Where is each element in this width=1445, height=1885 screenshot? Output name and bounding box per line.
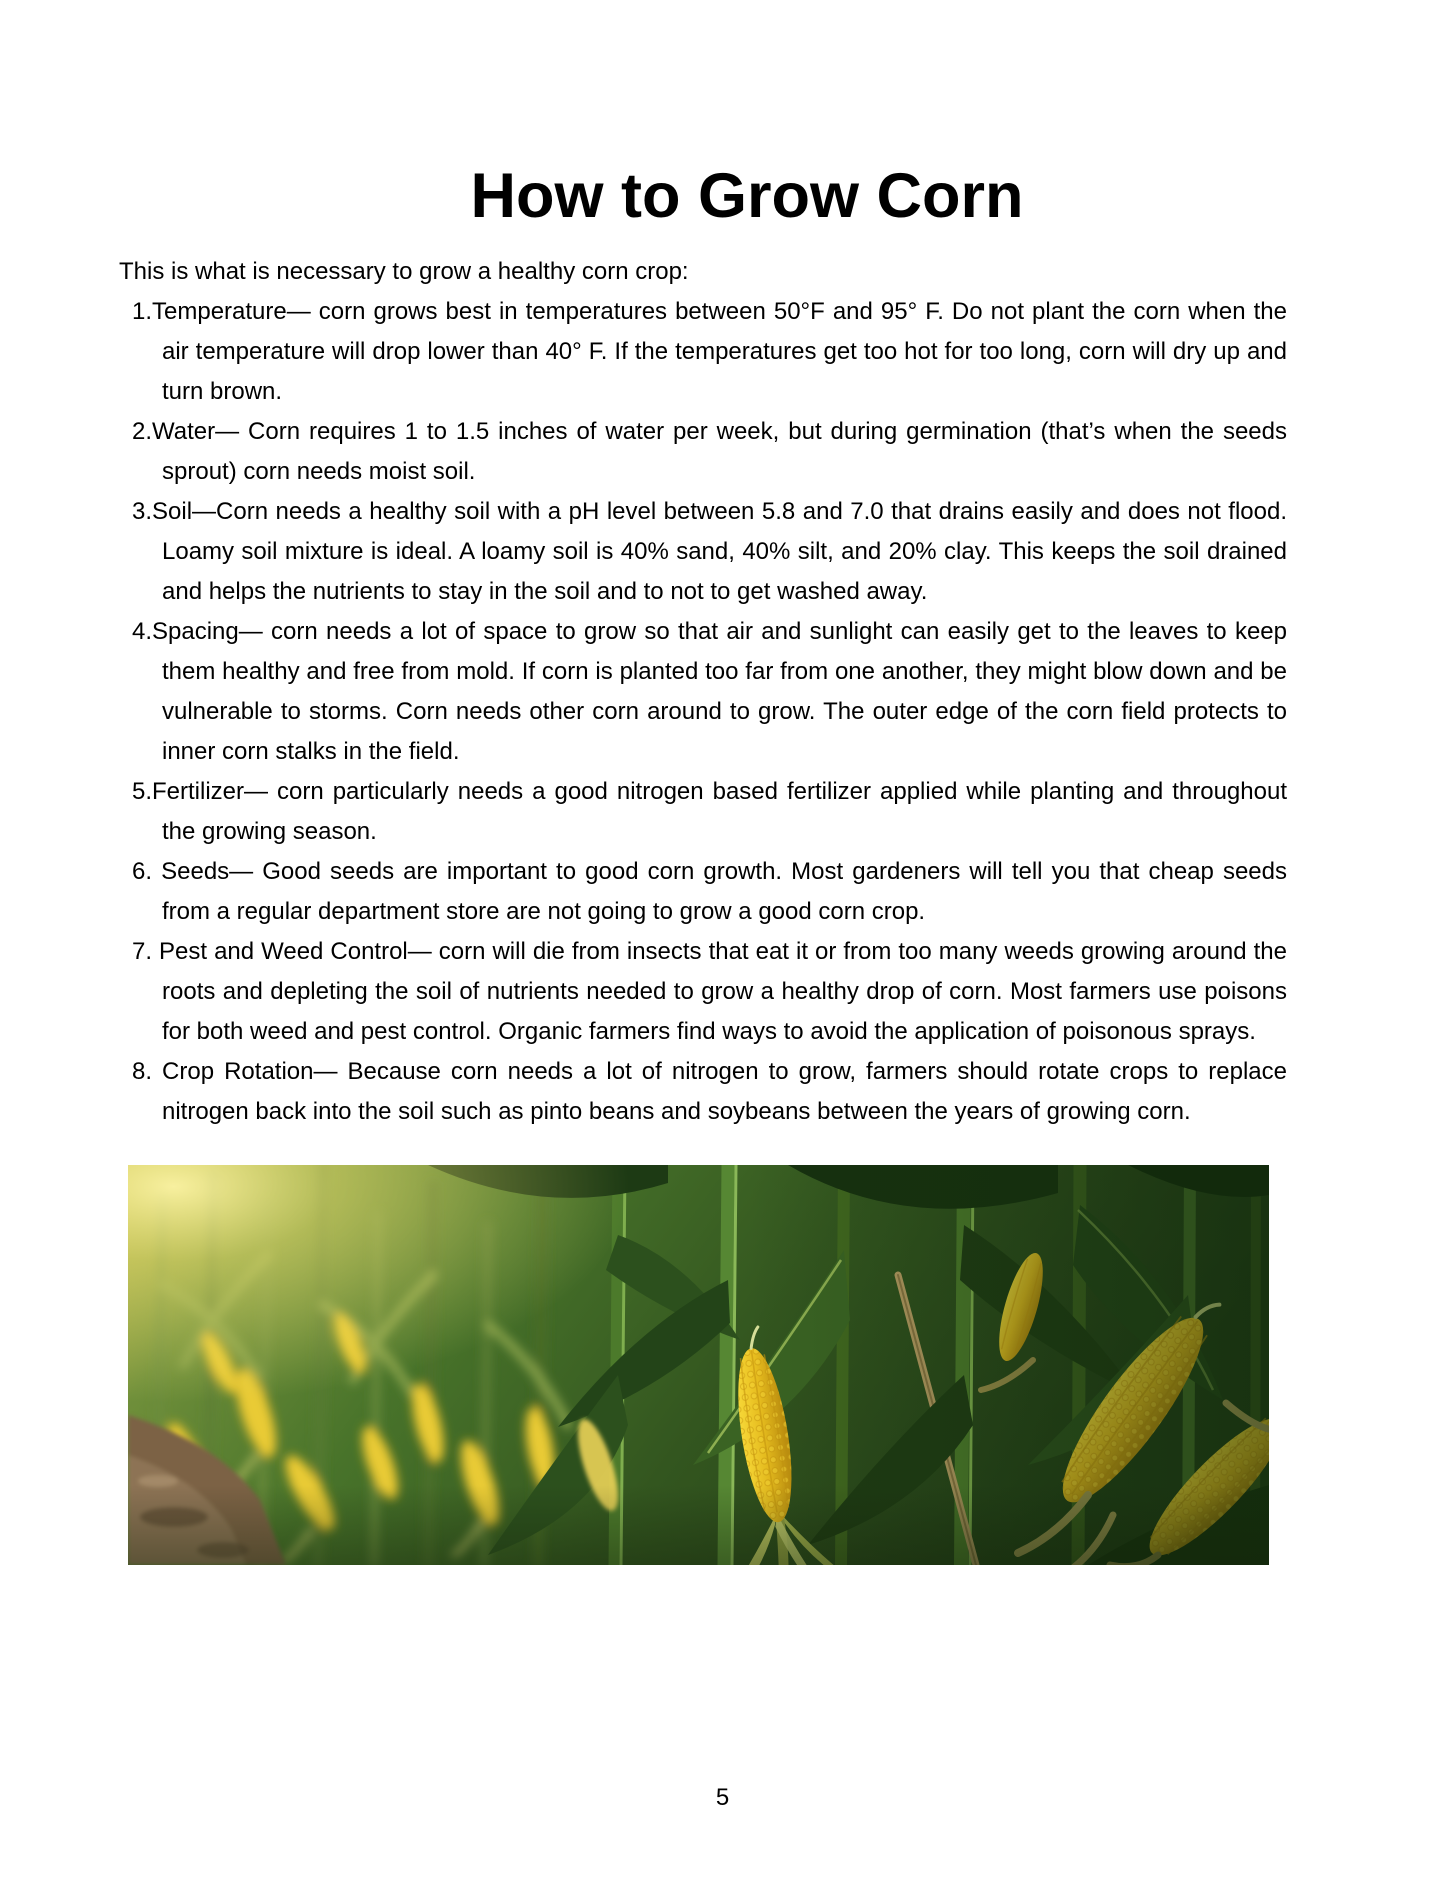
list-item-number: 6. [132, 858, 162, 885]
list-item [119, 612, 1287, 772]
list-item-text: Spacing— corn needs a lot of space to grow so that air and sunlight can easily get to the leaves to keep them healthy and free from mold. If corn is planted too far from one another, they might blow down and be vulnerable to storms. Corn needs other corn around to grow. The outer edge of the corn field protects to inner corn stalks in the field. [152, 618, 1287, 765]
list-item-number: 1. [132, 298, 153, 325]
list-item [119, 1052, 1287, 1132]
list-item-text: Fertilizer— corn particularly needs a good nitrogen based fertilizer applied while planting and throughout the growing season. [152, 778, 1287, 845]
list-item [119, 412, 1287, 492]
list-item-text: Crop Rotation— Because corn needs a lot of nitrogen to grow, farmers should rotate crops to replace nitrogen back into the soil such as pinto beans and soybeans between the years of growing corn. [162, 1058, 1287, 1125]
list-item-text: Pest and Weed Control— corn will die from insects that eat it or from too many weeds growing around the roots and depleting the soil of nutrients needed to grow a healthy drop of corn. Most farmers use poisons for both weed and pest control. Organic farmers find ways to avoid the application of poisonous sprays. [159, 938, 1287, 1045]
list-item-text: Soil—Corn needs a healthy soil with a pH level between 5.8 and 7.0 that drains easily and does not flood. Loamy soil mixture is ideal. A loamy soil is 40% sand, 40% silt, and 20% clay. This keeps the soil drained and helps the nutrients to stay in the soil and to not to get washed away. [152, 498, 1287, 605]
page-number: 5 [715, 1784, 730, 1811]
list-item-number: 5. [132, 778, 153, 805]
numbered-list [119, 292, 1287, 1132]
list-item [119, 492, 1287, 612]
list-item-text: Water— Corn requires 1 to 1.5 inches of water per week, but during germination (that’s when the seeds sprout) corn needs moist soil. [152, 418, 1287, 485]
list-item-number: 8. [132, 1058, 163, 1085]
corn-field-photo [128, 1165, 1269, 1565]
list-item-text: Temperature— corn grows best in temperatures between 50°F and 95° F. Do not plant the corn when the air temperature will drop lower than 40° F. If the temperatures get too hot for too long, corn will dry up and turn brown. [152, 298, 1287, 405]
list-item-number: 2. [132, 418, 153, 445]
corn-field-image [128, 1165, 1269, 1565]
list-item [119, 852, 1287, 932]
list-item-number: 4. [132, 618, 153, 645]
page-title: How to Grow Corn [470, 161, 1024, 231]
list-item [119, 292, 1287, 412]
list-item [119, 772, 1287, 852]
list-item [119, 932, 1287, 1052]
intro-paragraph: This is what is necessary to grow a healthy corn crop: [119, 258, 689, 285]
list-item-number: 3. [132, 498, 153, 525]
list-item-number: 7. [132, 938, 160, 965]
list-item-text: Seeds— Good seeds are important to good corn growth. Most gardeners will tell you that cheap seeds from a regular department store are not going to grow a good corn crop. [161, 858, 1288, 925]
